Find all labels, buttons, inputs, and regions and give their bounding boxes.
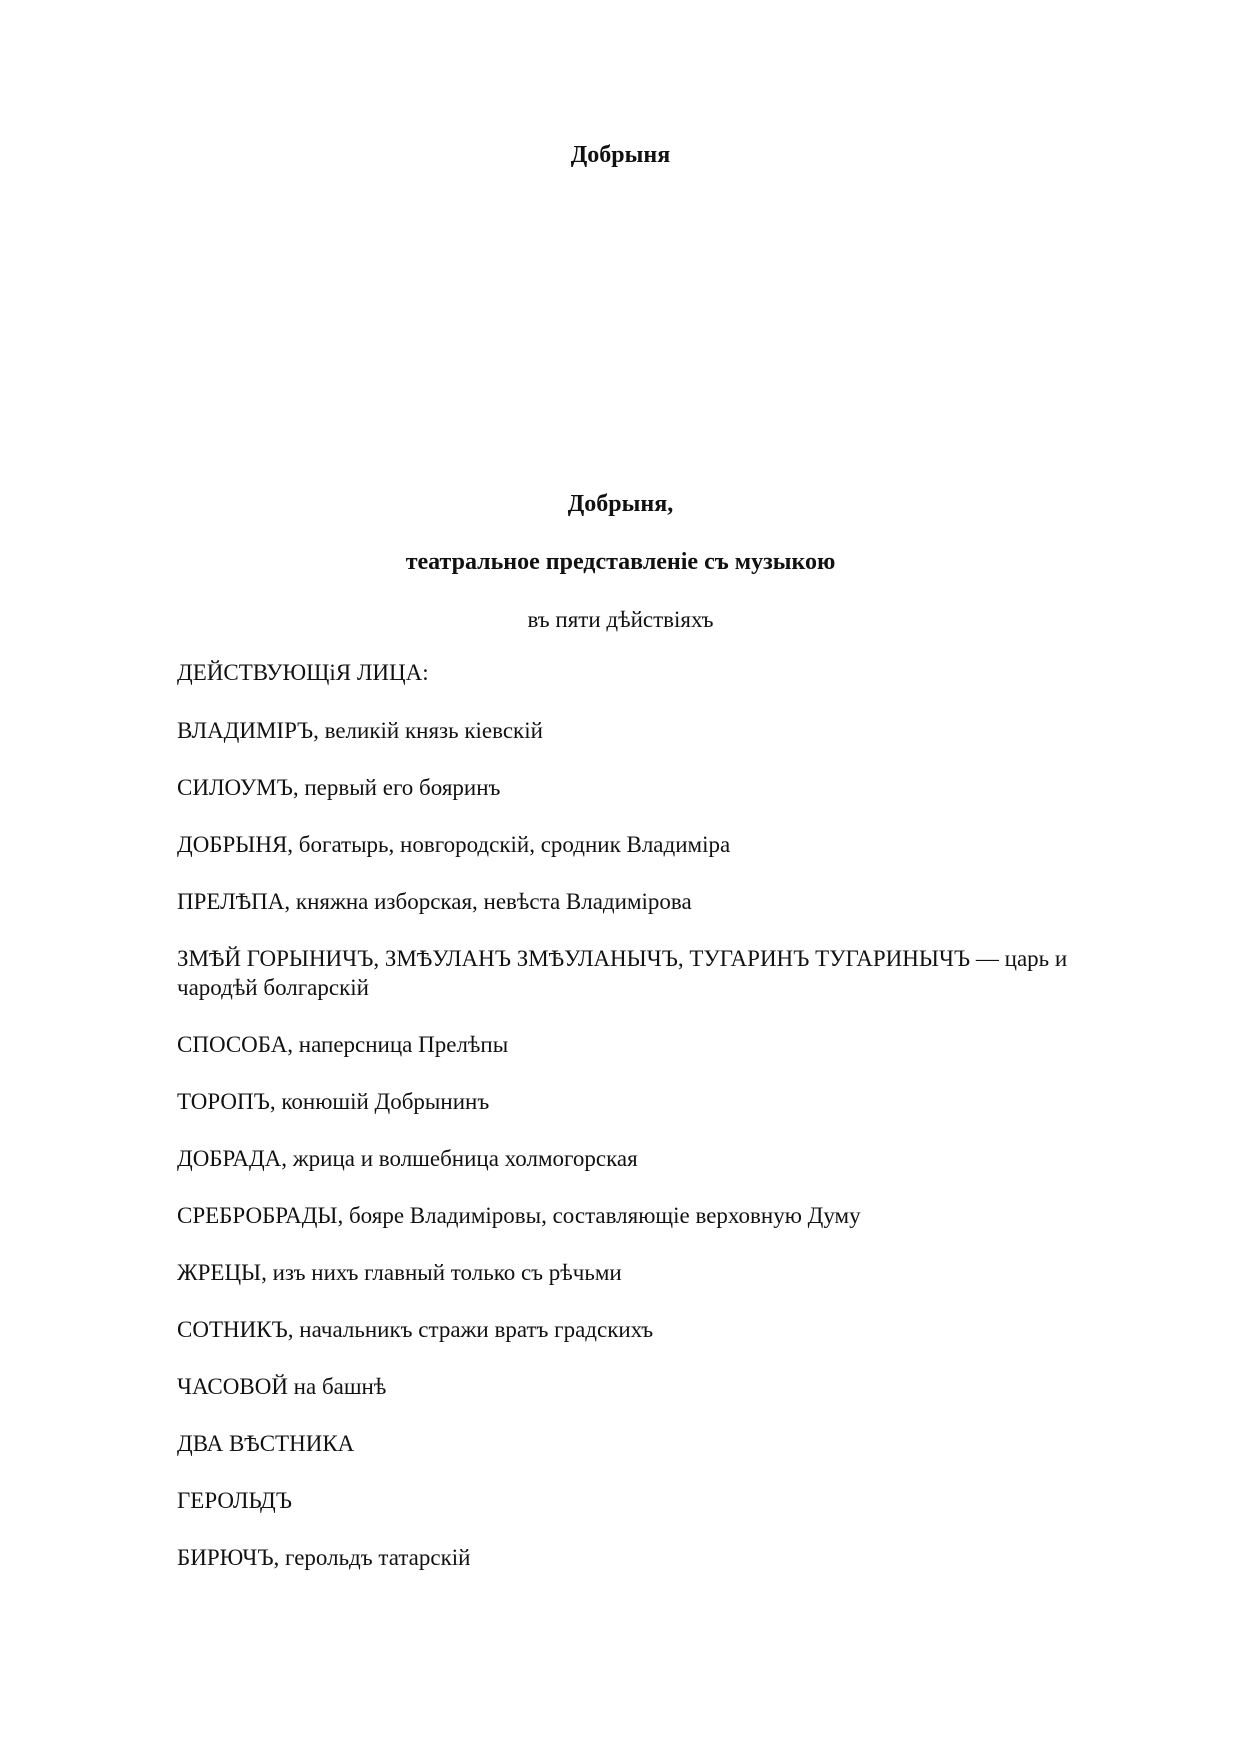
cast-heading: ДЕЙСТВУЮЩіЯ ЛИЦА:	[177, 660, 429, 685]
cast-item: ЧАСОВОЙ на башнѣ	[177, 1374, 387, 1399]
title-block	[0, 488, 1241, 636]
cast-item: ЖРЕЦЫ, изъ нихъ главный только съ рѣчьми	[177, 1260, 622, 1285]
cast-list	[177, 658, 1147, 1572]
cast-item: ЗМѢЙ ГОРЫНИЧЪ, ЗМѢУЛАНЪ ЗМѢУЛАНЫЧЪ, ТУГАРИНЪ ТУГАРИНЫЧЪ — царь и чародѣй болгарскій	[177, 946, 1068, 1000]
header-title: Добрыня	[570, 142, 671, 168]
cast-item: ДОБРАДА, жрица и волшебница холмогорская	[177, 1146, 638, 1171]
cast-item: ГЕРОЛЬДЪ	[177, 1488, 292, 1513]
cast-item: ВЛАДИМІРЪ, великій князь кіевскій	[177, 718, 543, 743]
main-title: Добрыня,	[567, 491, 674, 517]
cast-item: ДОБРЫНЯ, богатырь, новгородскій, сродник Владиміра	[177, 832, 731, 857]
cast-item: СИЛОУМЪ, первый его бояринъ	[177, 775, 501, 800]
subtitle: театральное представленіе съ музыкою	[405, 549, 836, 575]
cast-item: ДВА ВѢСТНИКА	[177, 1431, 355, 1456]
cast-item: ПРЕЛѢПА, княжна изборская, невѣста Владимірова	[177, 889, 692, 914]
acts-line: въ пяти дѣйствіяхъ	[527, 607, 714, 632]
cast-item: СРЕБРОБРАДЫ, бояре Владиміровы, составляющіе верховную Думу	[177, 1203, 861, 1228]
cast-item: БИРЮЧЪ, герольдъ татарскій	[177, 1545, 471, 1570]
cast-item: СОТНИКЪ, начальникъ стражи вратъ градскихъ	[177, 1317, 654, 1342]
cast-item: ТОРОПЪ, конюшій Добрынинъ	[177, 1089, 490, 1114]
cast-item: СПОСОБА, наперсница Прелѣпы	[177, 1032, 509, 1057]
